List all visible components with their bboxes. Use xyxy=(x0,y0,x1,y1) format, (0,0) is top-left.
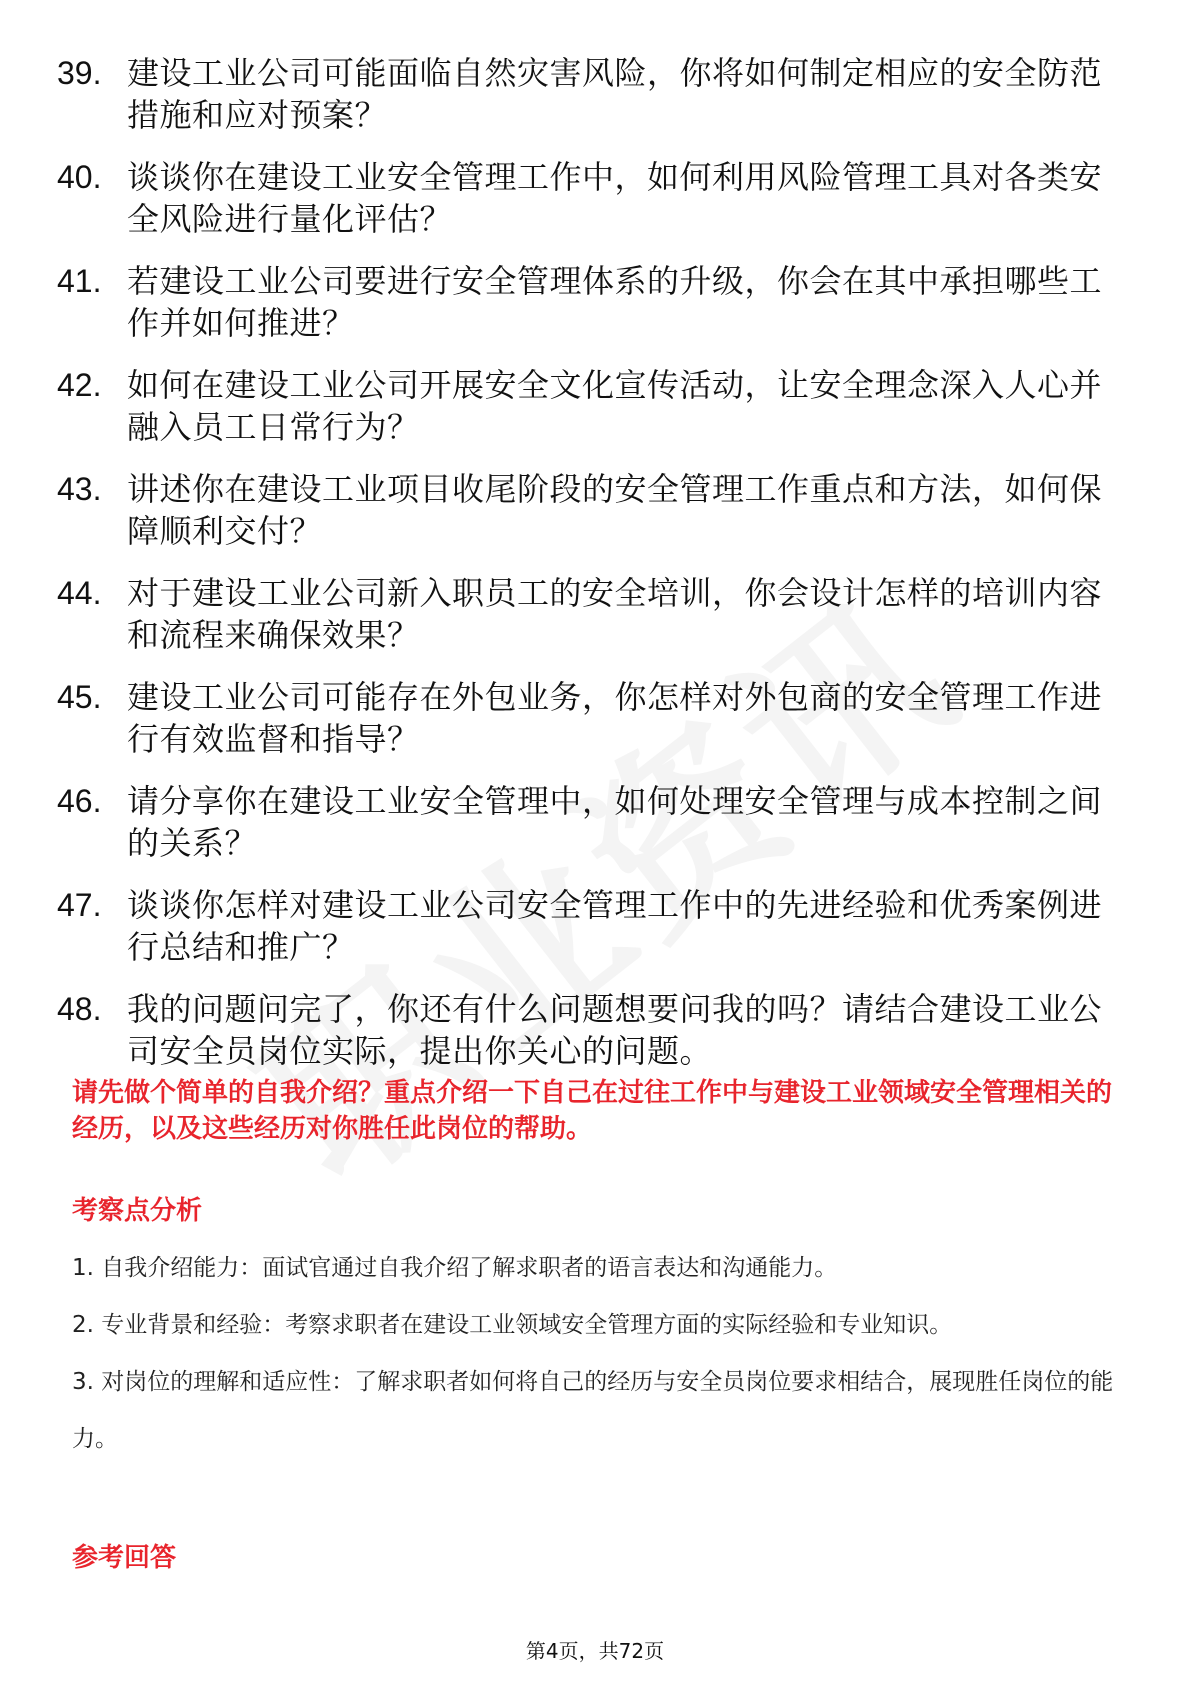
question-text: 请分享你在建设工业安全管理中，如何处理安全管理与成本控制之间的关系？ xyxy=(127,782,1103,862)
question-item xyxy=(57,52,1127,136)
question-text: 谈谈你怎样对建设工业公司安全管理工作中的先进经验和优秀案例进行总结和推广？ xyxy=(127,886,1103,966)
question-item xyxy=(57,676,1127,760)
question-item xyxy=(57,156,1127,240)
question-item xyxy=(57,988,1127,1072)
question-item xyxy=(57,572,1127,656)
analysis-heading: 考察点分析 xyxy=(72,1196,203,1226)
analysis-item: 1. 自我介绍能力：面试官通过自我介绍了解求职者的语言表达和沟通能力。 xyxy=(72,1255,838,1281)
question-number: 42. xyxy=(57,367,102,403)
question-item xyxy=(57,780,1127,864)
analysis-list xyxy=(72,1240,1132,1468)
question-text: 讲述你在建设工业项目收尾阶段的安全管理工作重点和方法，如何保障顺利交付？ xyxy=(127,470,1103,550)
question-text: 建设工业公司可能存在外包业务，你怎样对外包商的安全管理工作进行有效监督和指导？ xyxy=(127,678,1103,758)
question-item xyxy=(57,468,1127,552)
question-number: 48. xyxy=(57,991,102,1027)
highlight-question: 请先做个简单的自我介绍？重点介绍一下自己在过往工作中与建设工业领域安全管理相关的经历，以及这些经历对你胜任此岗位的帮助。 xyxy=(72,1078,1113,1144)
question-number: 47. xyxy=(57,887,102,923)
question-item xyxy=(57,260,1127,344)
question-number: 41. xyxy=(57,263,102,299)
question-text: 如何在建设工业公司开展安全文化宣传活动，让安全理念深入人心并融入员工日常行为？ xyxy=(127,366,1103,446)
question-number: 43. xyxy=(57,471,102,507)
answer-heading: 参考回答 xyxy=(72,1543,177,1573)
question-text: 我的问题问完了，你还有什么问题想要问我的吗？请结合建设工业公司安全员岗位实际，提出你关心的问题。 xyxy=(127,990,1103,1070)
question-number: 40. xyxy=(57,159,102,195)
question-item xyxy=(57,884,1127,968)
page-footer: 第4页，共72页 xyxy=(525,1639,665,1663)
question-number: 44. xyxy=(57,575,102,611)
analysis-item: 2. 专业背景和经验：考察求职者在建设工业领域安全管理方面的实际经验和专业知识。 xyxy=(72,1312,953,1338)
question-number: 39. xyxy=(57,55,102,91)
analysis-item: 3. 对岗位的理解和适应性：了解求职者如何将自己的经历与安全员岗位要求相结合，展现胜任岗位的能力。 xyxy=(72,1369,1114,1452)
question-number: 45. xyxy=(57,679,102,715)
question-text: 建设工业公司可能面临自然灾害风险，你将如何制定相应的安全防范措施和应对预案？ xyxy=(127,54,1103,134)
question-text: 谈谈你在建设工业安全管理工作中，如何利用风险管理工具对各类安全风险进行量化评估？ xyxy=(127,158,1103,238)
question-number: 46. xyxy=(57,783,102,819)
question-text: 若建设工业公司要进行安全管理体系的升级，你会在其中承担哪些工作并如何推进？ xyxy=(127,262,1103,342)
question-list xyxy=(57,52,1127,1092)
question-item xyxy=(57,364,1127,448)
question-text: 对于建设工业公司新入职员工的安全培训，你会设计怎样的培训内容和流程来确保效果？ xyxy=(127,574,1103,654)
